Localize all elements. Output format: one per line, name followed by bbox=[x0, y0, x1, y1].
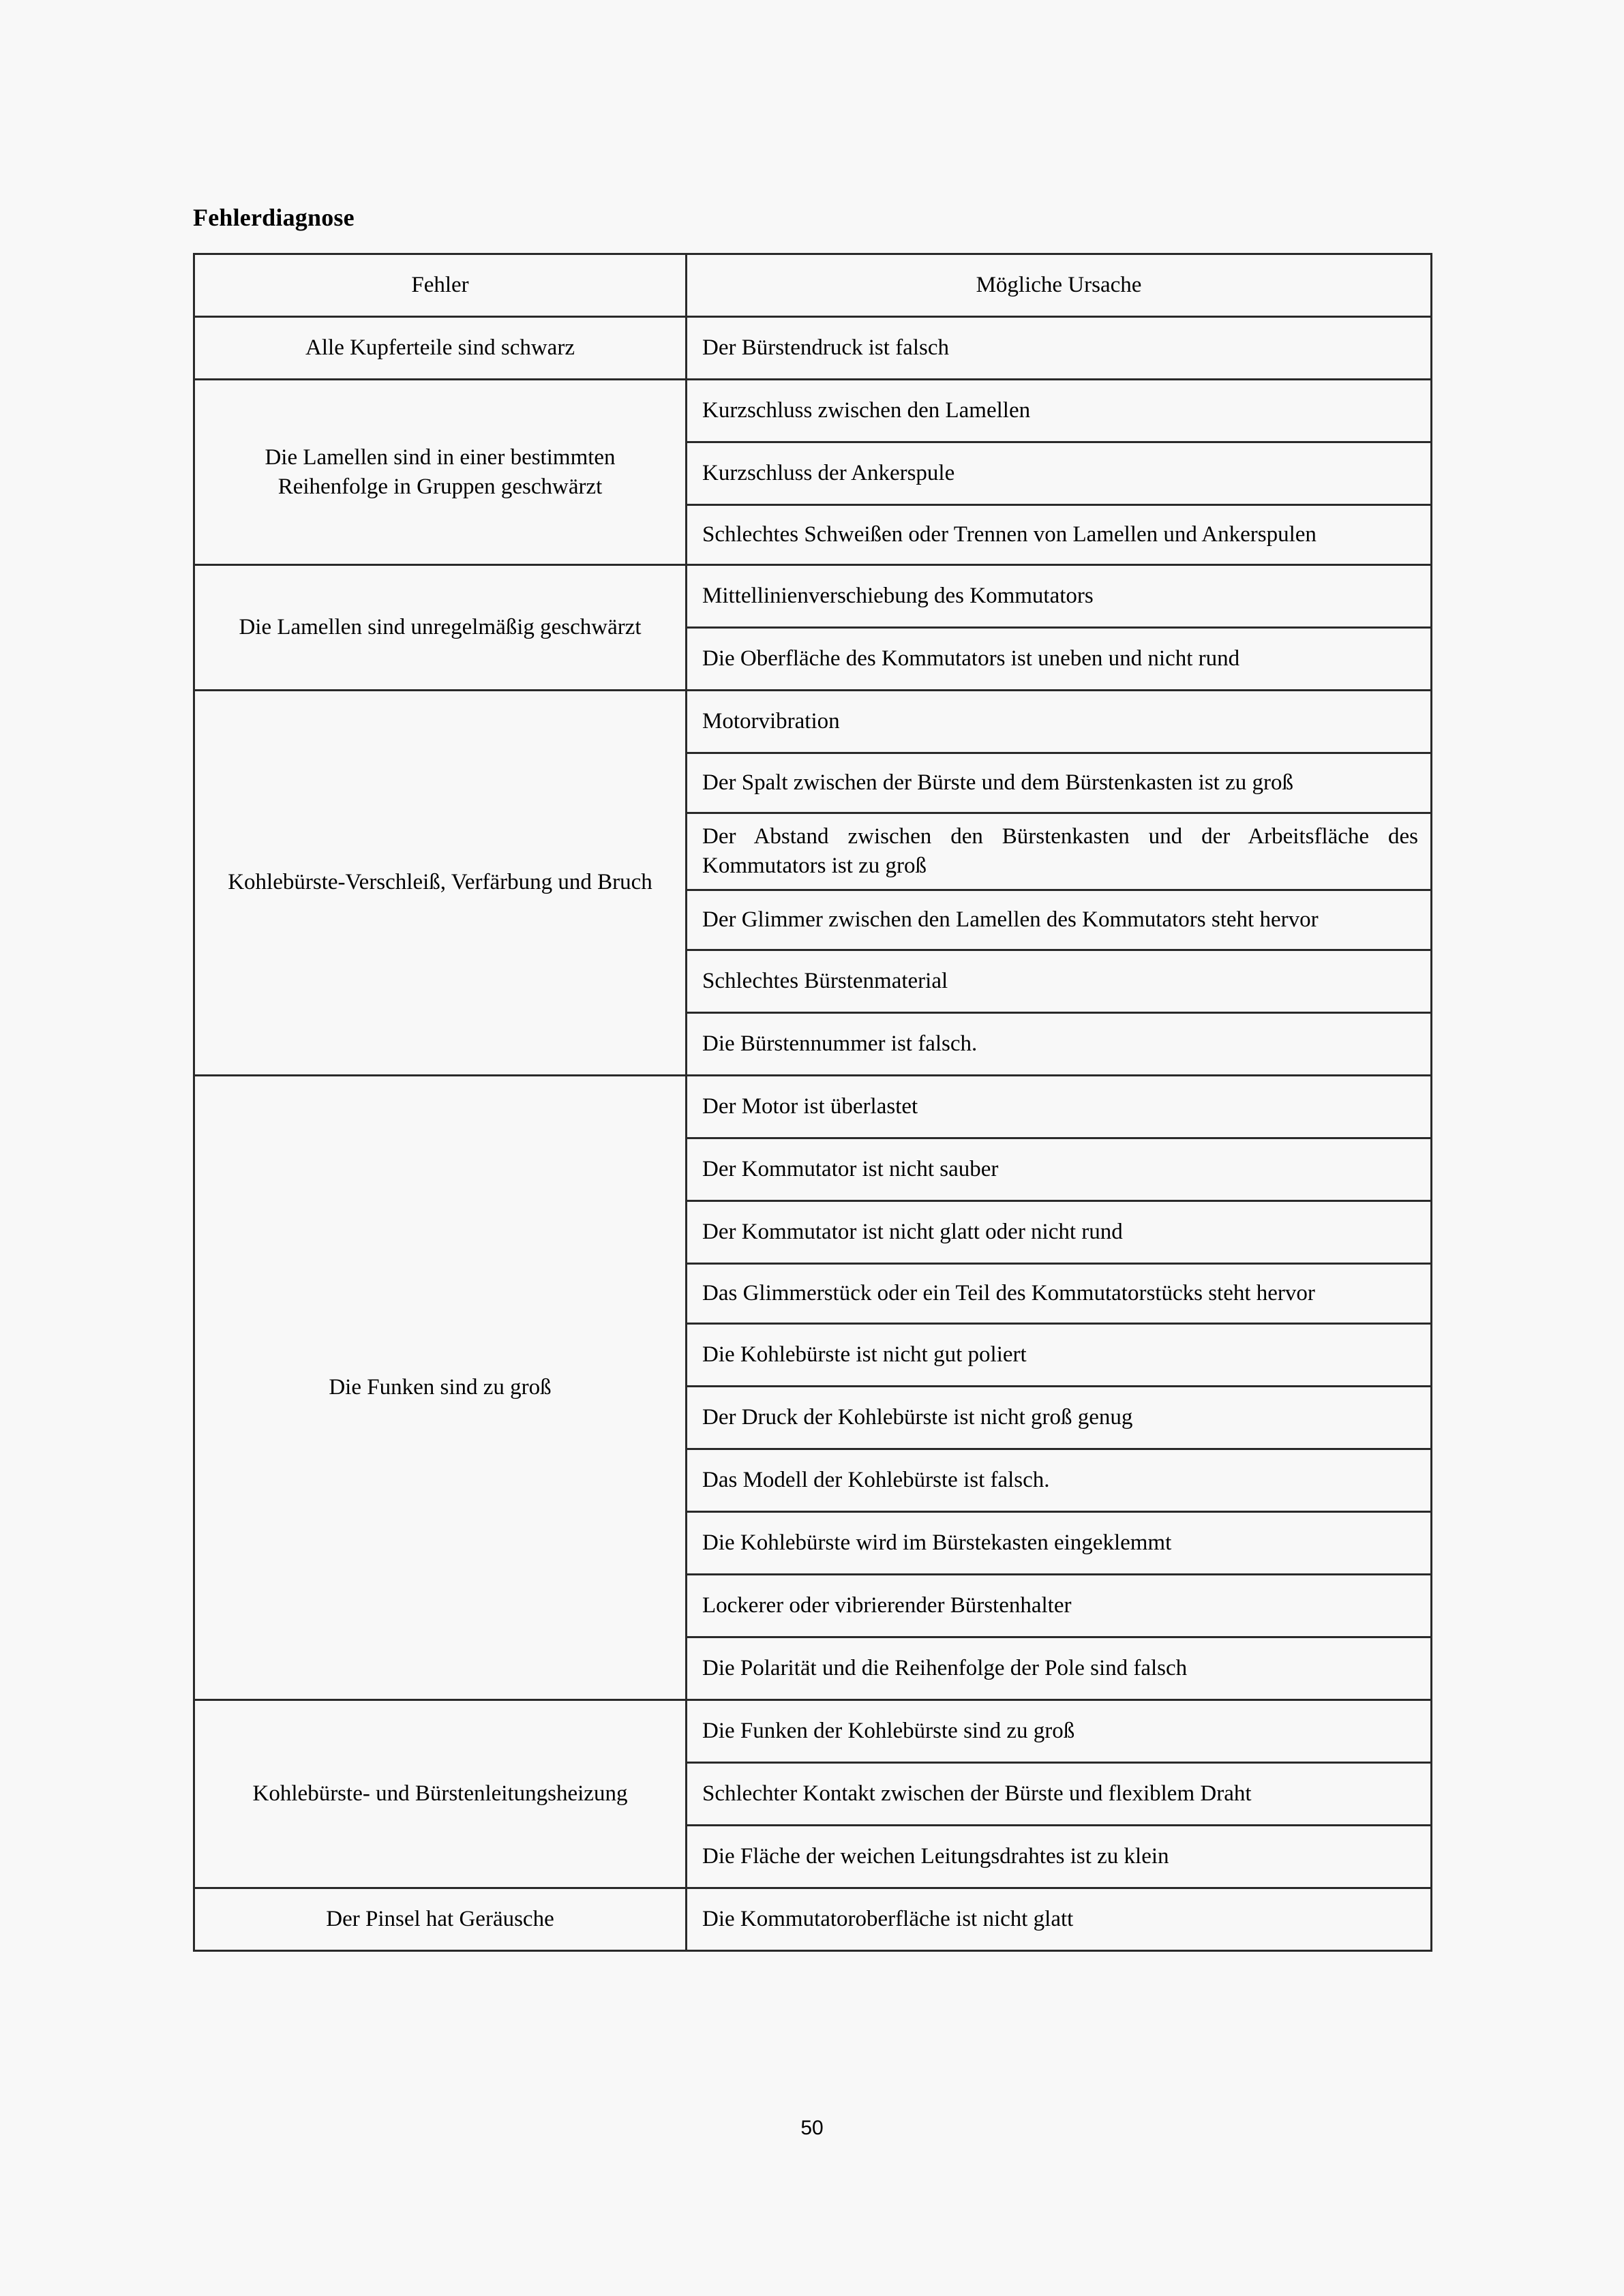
fault-cell: Kohlebürste- und Bürstenleitungsheizung bbox=[194, 1700, 687, 1888]
cause-cell: Der Kommutator ist nicht glatt oder nicht rund bbox=[687, 1200, 1432, 1263]
cause-cell: Die Kohlebürste wird im Bürstekasten eingeklemmt bbox=[687, 1511, 1432, 1574]
cause-cell: Mittellinienverschiebung des Kommutators bbox=[687, 565, 1432, 628]
table-row bbox=[194, 1075, 1432, 1138]
fault-cell: Alle Kupferteile sind schwarz bbox=[194, 317, 687, 380]
cause-cell: Die Oberfläche des Kommutators ist uneben und nicht rund bbox=[687, 628, 1432, 691]
cause-cell: Lockerer oder vibrierender Bürstenhalter bbox=[687, 1574, 1432, 1637]
table-row bbox=[194, 380, 1432, 442]
cause-cell: Der Motor ist überlastet bbox=[687, 1075, 1432, 1138]
cause-cell: Die Kohlebürste ist nicht gut poliert bbox=[687, 1323, 1432, 1386]
fault-cell: Die Lamellen sind in einer bestimmten Reihenfolge in Gruppen geschwärzt bbox=[194, 380, 687, 565]
cause-cell: Schlechtes Schweißen oder Trennen von Lamellen und Ankerspulen bbox=[687, 505, 1432, 565]
table-body bbox=[194, 317, 1432, 1951]
fault-cell: Kohlebürste-Verschleiß, Verfärbung und Bruch bbox=[194, 691, 687, 1076]
cause-cell: Schlechtes Bürstenmaterial bbox=[687, 950, 1432, 1012]
table-row bbox=[194, 565, 1432, 628]
fault-cell: Die Funken sind zu groß bbox=[194, 1075, 687, 1700]
cause-cell: Die Polarität und die Reihenfolge der Pole sind falsch bbox=[687, 1637, 1432, 1700]
table-row bbox=[194, 317, 1432, 380]
table-row bbox=[194, 691, 1432, 753]
table-row bbox=[194, 1888, 1432, 1950]
cause-cell: Motorvibration bbox=[687, 691, 1432, 753]
cause-cell: Die Funken der Kohlebürste sind zu groß bbox=[687, 1700, 1432, 1762]
cause-cell: Die Fläche der weichen Leitungsdrahtes ist zu klein bbox=[687, 1825, 1432, 1888]
cause-cell: Das Modell der Kohlebürste ist falsch. bbox=[687, 1449, 1432, 1511]
cause-cell: Schlechter Kontakt zwischen der Bürste und flexiblem Draht bbox=[687, 1762, 1432, 1825]
table-header bbox=[194, 254, 1432, 317]
table-header-row bbox=[194, 254, 1432, 317]
cause-cell: Der Kommutator ist nicht sauber bbox=[687, 1138, 1432, 1200]
page-title: Fehlerdiagnose bbox=[193, 204, 355, 231]
cause-cell: Das Glimmerstück oder ein Teil des Kommutatorstücks steht hervor bbox=[687, 1263, 1432, 1323]
cause-cell: Die Kommutatoroberfläche ist nicht glatt bbox=[687, 1888, 1432, 1950]
cause-cell: Der Abstand zwischen den Bürstenkasten und der Arbeitsfläche des Kommutators ist zu groß bbox=[687, 813, 1432, 890]
column-header-fault: Fehler bbox=[194, 254, 687, 317]
cause-cell: Der Druck der Kohlebürste ist nicht groß genug bbox=[687, 1386, 1432, 1449]
cause-cell: Der Spalt zwischen der Bürste und dem Bürstenkasten ist zu groß bbox=[687, 753, 1432, 813]
cause-cell: Der Bürstendruck ist falsch bbox=[687, 317, 1432, 380]
fault-diagnosis-table bbox=[193, 253, 1432, 1952]
cause-cell: Kurzschluss zwischen den Lamellen bbox=[687, 380, 1432, 442]
fault-cell: Der Pinsel hat Geräusche bbox=[194, 1888, 687, 1950]
cause-cell: Die Bürstennummer ist falsch. bbox=[687, 1012, 1432, 1075]
page-number: 50 bbox=[800, 2117, 824, 2139]
cause-cell: Der Glimmer zwischen den Lamellen des Kommutators steht hervor bbox=[687, 890, 1432, 950]
table-row bbox=[194, 1700, 1432, 1762]
fault-cell: Die Lamellen sind unregelmäßig geschwärzt bbox=[194, 565, 687, 691]
cause-cell: Kurzschluss der Ankerspule bbox=[687, 442, 1432, 505]
column-header-cause: Mögliche Ursache bbox=[687, 254, 1432, 317]
